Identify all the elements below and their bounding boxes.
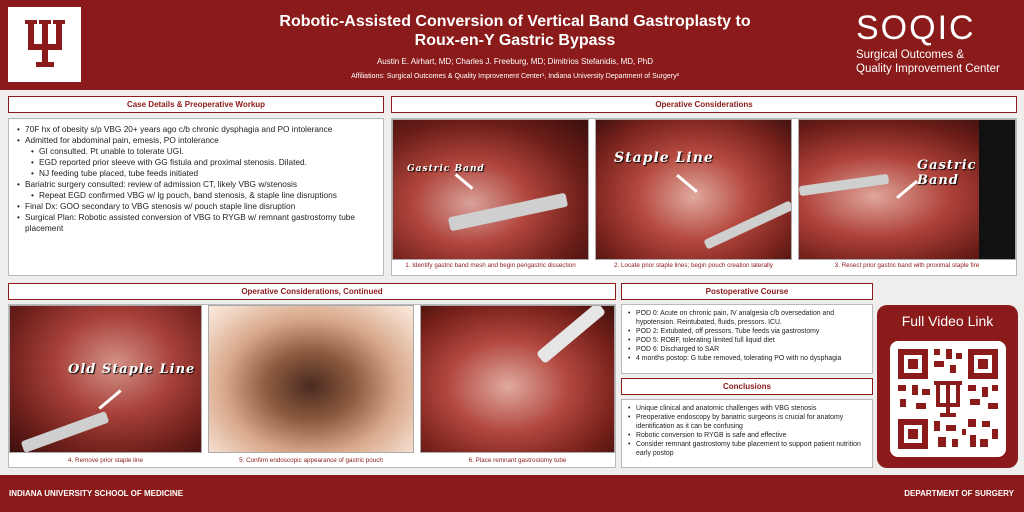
postop-item: • POD 6: Discharged to SAR — [628, 345, 866, 354]
conclusions-section-title: Conclusions — [621, 378, 873, 395]
soqic-name-line-2: Quality Improvement Center — [856, 63, 1000, 75]
surgical-photo-4 — [9, 305, 202, 453]
case-item: • Bariatric surgery consulted: review of admission CT, likely VBG w/stenosis — [17, 179, 377, 190]
conclusions-list — [622, 400, 872, 458]
title-line-1: Robotic-Assisted Conversion of Vertical Band Gastroplasty to — [279, 13, 751, 30]
footer-department: DEPARTMENT OF SURGERY — [904, 489, 1014, 498]
soqic-logo — [856, 10, 1021, 76]
case-section-title: Case Details & Preoperative Workup — [8, 96, 384, 113]
authors: Austin E. Airhart, MD; Charles J. Freeburg, MD; Dimitrios Stefanidis, MD, PhD — [376, 57, 654, 66]
photo-label: Old Staple Line — [68, 362, 196, 377]
case-subitem: • EGD reported prior sleeve with GG fistula and proximal stenosis. Dilated. — [17, 157, 377, 168]
instrument-shape — [703, 200, 792, 249]
qr-code[interactable] — [890, 341, 1006, 457]
case-item: • Final Dx: GOO secondary to VBG stenosis w/ pouch staple line disruption — [17, 201, 377, 212]
photo-caption: 5. Confirm endoscopic appearance of gastric pouch — [239, 457, 383, 464]
postop-item: • POD 5: ROBF, tolerating limited full liquid diet — [628, 336, 866, 345]
arrow-icon — [896, 180, 918, 199]
photo-caption: 1. Identify gastric band mesh and begin perigastric dissection — [405, 262, 576, 269]
tube-shape — [536, 305, 606, 364]
case-item: • 70F hx of obesity s/p VBG 20+ years ago c/b chronic dysphagia and PO intolerance — [17, 124, 377, 135]
surgical-photo-6 — [420, 305, 615, 453]
video-link-box[interactable] — [877, 305, 1018, 468]
case-list — [9, 119, 383, 234]
photo-label: Staple Line — [614, 150, 714, 166]
case-item: • Admitted for abdominal pain, emesis, PO intolerance — [17, 135, 377, 146]
postop-list — [622, 305, 872, 363]
postop-item: • POD 2: Extubated, off pressors. Tube feeds via gastrostomy — [628, 327, 866, 336]
photo-caption: 6. Place remnant gastrostomy tube — [468, 457, 567, 464]
iu-logo — [8, 7, 81, 82]
instrument-shape — [799, 174, 890, 196]
case-subitem: • Repeat EGD confirmed VBG w/ lg pouch, band stenosis, & staple line disruptions — [17, 190, 377, 201]
instrument-shape — [21, 411, 110, 453]
soqic-name-line-1: Surgical Outcomes & — [856, 49, 965, 61]
poster-header — [0, 0, 1024, 90]
soqic-abbreviation: SOQIC — [856, 9, 976, 47]
case-panel — [8, 118, 384, 276]
operative-section-title: Operative Considerations — [391, 96, 1017, 113]
operative2-section-title: Operative Considerations, Continued — [8, 283, 616, 300]
case-subitem: • GI consulted. Pt unable to tolerate UGI. — [17, 146, 377, 157]
conclusions-panel — [621, 399, 873, 468]
postop-item: • 4 months postop: G tube removed, tolerating PO with no dysphagia — [628, 354, 866, 363]
photo-label: Gastric Band — [407, 164, 485, 174]
conclusion-item: • Unique clinical and anatomic challenges with VBG stenosis — [628, 404, 866, 413]
photo-caption: 4. Remove prior staple line — [68, 457, 143, 464]
footer-school: INDIANA UNIVERSITY SCHOOL OF MEDICINE — [9, 489, 184, 498]
surgical-photo-2 — [595, 119, 792, 260]
photo-caption: 3. Resect prior gastric band with proximal staple fire — [834, 262, 980, 269]
qr-code-icon — [890, 341, 1006, 457]
conclusion-item: • Consider remnant gastrostomy tube placement to support patient nutrition early postop — [628, 440, 866, 458]
case-item: • Surgical Plan: Robotic assisted conversion of VBG to RYGB w/ remnant gastrostomy tube placement — [17, 212, 377, 234]
conclusion-item: • Robotic conversion to RYGB is safe and effective — [628, 431, 866, 440]
surgical-photo-1 — [392, 119, 589, 260]
surgical-photo-3 — [798, 119, 1016, 260]
dark-edge — [979, 120, 1015, 260]
conclusion-item: • Preoperative endoscopy by bariatric surgeons is crucial for anatomy identification as it can be confusing — [628, 413, 866, 431]
poster-footer — [0, 475, 1024, 512]
arrow-icon — [455, 173, 474, 189]
poster-title — [230, 12, 800, 50]
postop-section-title: Postoperative Course — [621, 283, 873, 300]
affiliations: Affiliations: Surgical Outcomes & Quality Improvement Center¹, Indiana University Department of Surgery² — [351, 73, 679, 80]
arrow-icon — [676, 174, 698, 193]
arrow-icon — [98, 389, 121, 409]
trident-icon — [20, 18, 70, 72]
photo-label: Gastric Band — [917, 158, 977, 188]
photo-caption: 2. Locate prior staple lines; begin pouch creation laterally — [614, 262, 773, 269]
title-line-2: Roux-en-Y Gastric Bypass — [414, 32, 616, 49]
postop-panel — [621, 304, 873, 374]
case-subitem: • NJ feeding tube placed, tube feeds initiated — [17, 168, 377, 179]
video-link-title: Full Video Link — [901, 313, 994, 329]
instrument-shape — [448, 193, 568, 232]
endoscopic-photo-5 — [208, 305, 414, 453]
postop-item: • POD 0: Acute on chronic pain, IV analgesia c/b oversedation and hypotension. Reintubated, fluids, pressors. ICU. — [628, 309, 866, 327]
